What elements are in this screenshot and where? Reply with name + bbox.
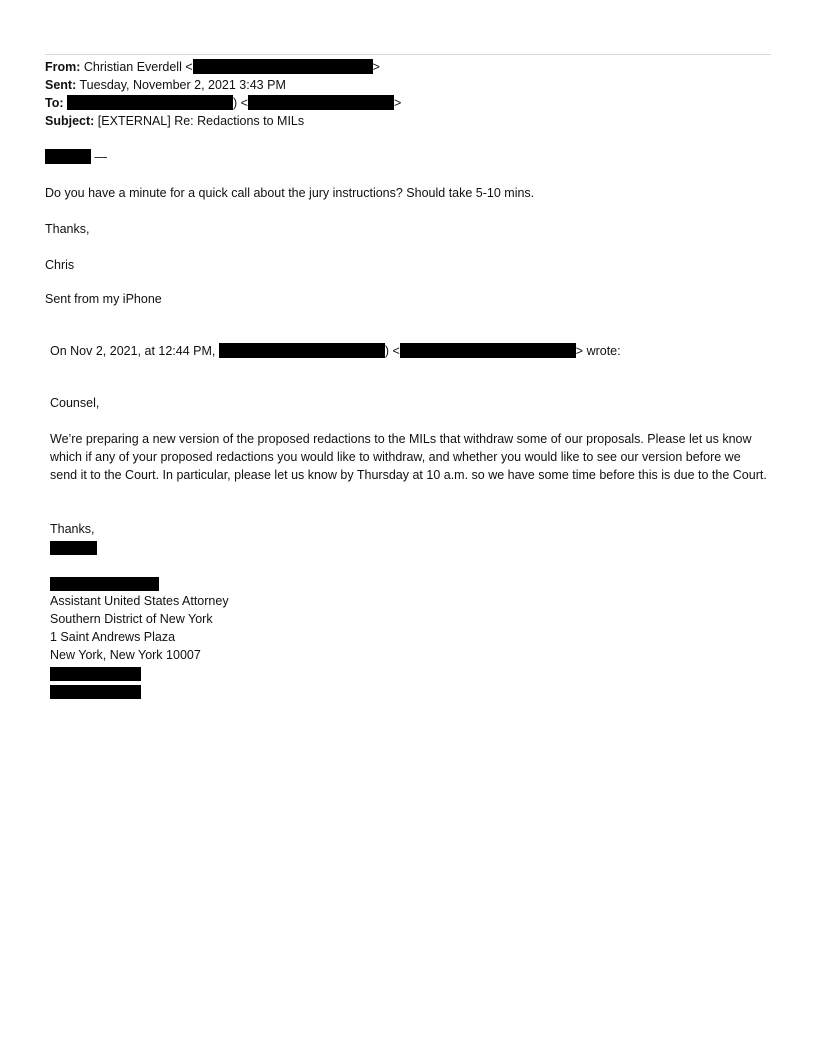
quoted-salutation: Counsel,: [50, 396, 100, 410]
quoted-on-mid: ) <: [384, 344, 400, 358]
signature-office: Southern District of New York: [50, 612, 213, 626]
signature-address-line1: 1 Saint Andrews Plaza: [50, 630, 176, 644]
redacted-from-email: [193, 59, 373, 74]
redacted-to-email: [248, 95, 394, 110]
redacted-greeting-name: [45, 149, 91, 164]
sent-label: Sent:: [45, 78, 77, 92]
sent-value: Tuesday, November 2, 2021 3:43 PM: [79, 78, 286, 92]
redacted-phone-2: [50, 685, 141, 699]
reply-body: Do you have a minute for a quick call about the jury instructions? Should take 5-10 mins.: [45, 186, 535, 200]
to-label: To:: [45, 96, 64, 110]
redacted-sender-first-name: [50, 541, 97, 555]
signature-address-line2: New York, New York 10007: [50, 648, 201, 662]
signature-title: Assistant United States Attorney: [50, 594, 229, 608]
quoted-thanks: Thanks,: [50, 522, 95, 536]
reply-signoff: Chris: [45, 258, 75, 272]
redacted-phone-1: [50, 667, 141, 681]
redacted-quoted-name: [219, 343, 385, 358]
quoted-on-suffix: > wrote:: [575, 344, 621, 358]
greeting-dash: —: [94, 150, 107, 164]
from-name: Christian Everdell <: [83, 60, 193, 74]
quoted-body: We’re preparing a new version of the proposed redactions to the MILs that withdraw some of our proposals. Please let us know which if any of your proposed redactions you would like to withdraw, and whether you would like to see our version before we send it to the Court. In particular, please let us know by Thursday at 10 a.m. so we have some time before this is due to the Court.: [50, 432, 767, 482]
to-line: [45, 94, 401, 112]
redacted-signature-name: [50, 577, 159, 591]
to-close: >: [393, 96, 402, 110]
from-label: From:: [45, 60, 81, 74]
from-close: >: [372, 60, 380, 74]
subject-label: Subject:: [45, 114, 95, 128]
redacted-to-name: [67, 95, 233, 110]
subject-value: [EXTERNAL] Re: Redactions to MILs: [97, 114, 305, 128]
subject-line: [45, 112, 304, 130]
sent-from-iphone: Sent from my iPhone: [45, 292, 162, 306]
quoted-on-prefix: On Nov 2, 2021, at 12:44 PM,: [50, 344, 216, 358]
redacted-quoted-email: [400, 343, 576, 358]
from-line: [45, 58, 380, 76]
sent-line: [45, 76, 286, 94]
top-divider: [45, 54, 771, 55]
to-mid: ) <: [233, 96, 248, 110]
quoted-attribution: [50, 342, 621, 360]
reply-greeting: [45, 148, 107, 166]
reply-thanks: Thanks,: [45, 222, 90, 236]
